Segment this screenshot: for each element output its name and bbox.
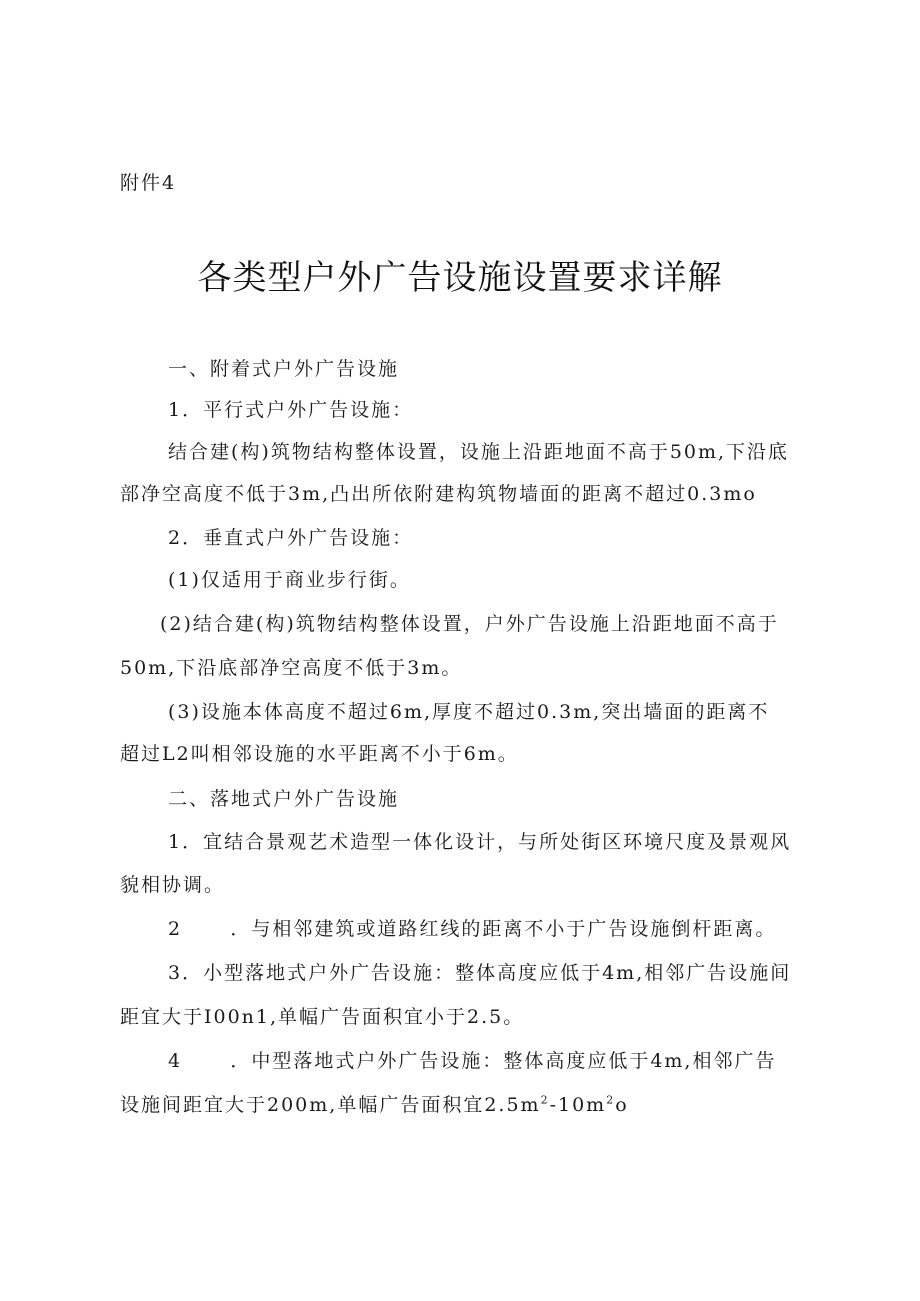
paragraph-line: (2)结合建(构)筑物结构整体设置，户外广告设施上沿距地面不高于	[160, 613, 779, 635]
paragraph-line: 结合建(构)筑物结构整体设置，设施上沿距地面不高于50m,下沿底	[168, 441, 790, 463]
paragraph-line: 貌相协调。	[120, 874, 226, 896]
last-line-text: 设施间距宜大于200m,单幅广告面积宜2.5m	[120, 1094, 541, 1116]
paragraph-line: (1)仅适用于商业步行街。	[168, 569, 411, 591]
paragraph-line: 4 ．中型落地式户外广告设施：整体高度应低于4m,相邻广告	[168, 1050, 777, 1072]
section-heading-ground: 二、落地式户外广告设施	[168, 788, 400, 810]
last-line-mid: -10m	[549, 1094, 607, 1116]
item-vertical-heading: 2．垂直式户外广告设施：	[168, 527, 414, 549]
paragraph-line: (3)设施本体高度不超过6m,厚度不超过0.3m,突出墙面的距离不	[168, 701, 770, 723]
superscript-2: 2	[606, 1093, 616, 1107]
paragraph-line: 1．宜结合景观艺术造型一体化设计，与所处街区环境尺度及景观风	[168, 831, 792, 853]
paragraph-line-last	[120, 1093, 629, 1117]
paragraph-line: 部净空高度不低于3m,凸出所依附建构筑物墙面的距离不超过0.3mo	[120, 483, 757, 505]
paragraph-line: 2 ．与相邻建筑或道路红线的距离不小于广告设施倒杆距离。	[168, 918, 777, 940]
last-line-end: o	[615, 1094, 629, 1116]
section-heading-attached: 一、附着式户外广告设施	[168, 358, 400, 380]
paragraph-line: 超过L2叫相邻设施的水平距离不小于6m。	[120, 743, 519, 765]
document-title: 各类型户外广告设施设置要求详解	[197, 258, 723, 298]
paragraph-line: 50m,下沿底部净空高度不低于3m。	[120, 657, 463, 679]
attachment-label: 附件4	[120, 172, 177, 194]
paragraph-line: 距宜大于I00n1,单幅广告面积宜小于2.5。	[120, 1006, 525, 1028]
superscript-2: 2	[540, 1093, 550, 1107]
item-parallel-heading: 1．平行式户外广告设施：	[168, 399, 414, 421]
paragraph-line: 3．小型落地式户外广告设施：整体高度应低于4m,相邻广告设施间	[168, 962, 792, 984]
